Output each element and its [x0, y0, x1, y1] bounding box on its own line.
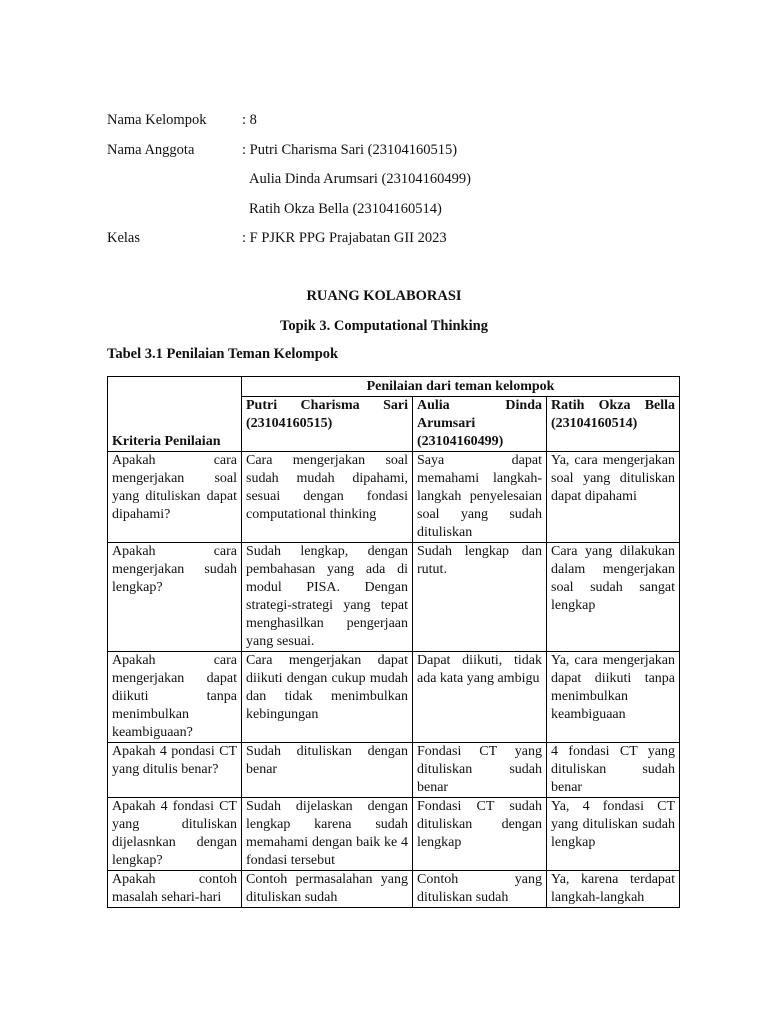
table-row: [108, 871, 680, 908]
column-header-member-2: Aulia Dinda Arumsari (23104160499): [413, 397, 547, 452]
table-cell: Apakah 4 fondasi CT yang dituliskan dijelasnkan dengan lengkap?: [108, 798, 242, 871]
members-label: Nama Anggota: [107, 142, 195, 158]
class-value: : F PJKR PPG Prajabatan GII 2023: [242, 230, 447, 246]
class-label: Kelas: [107, 230, 141, 246]
group-header: Penilaian dari teman kelompok: [242, 377, 680, 397]
table-row: [108, 452, 680, 543]
table-cell: Ya, cara mengerjakan soal yang dituliskan dapat dipahami: [547, 452, 680, 543]
table-cell: Dapat diikuti, tidak ada kata yang ambigu: [413, 652, 547, 743]
table-cell: Sudah lengkap dan rutut.: [413, 543, 547, 652]
member-2: Aulia Dinda Arumsari (23104160499): [249, 171, 471, 187]
table-row: [108, 743, 680, 798]
group-label: Nama Kelompok: [107, 112, 207, 128]
member-1: : Putri Charisma Sari (23104160515): [242, 142, 458, 158]
table-row: [108, 652, 680, 743]
table-cell: Sudah lengkap, dengan pembahasan yang ada di modul PISA. Dengan strategi-strategi yang tepat menghasilkan pengerjaan yang sesuai.: [242, 543, 413, 652]
table-cell: Cara yang dilakukan dalam mengerjakan soal sudah sangat lengkap: [547, 543, 680, 652]
table-row: [108, 798, 680, 871]
page-subtitle: Topik 3. Computational Thinking: [280, 318, 488, 334]
group-value: : 8: [242, 112, 257, 128]
member-3: Ratih Okza Bella (23104160514): [249, 201, 442, 217]
column-header-criteria: Kriteria Penilaian: [108, 377, 242, 452]
table-cell: Apakah cara mengerjakan sudah lengkap?: [108, 543, 242, 652]
table-cell: Cara mengerjakan soal sudah mudah dipahami, sesuai dengan fondasi computational thinking: [242, 452, 413, 543]
table-cell: Contoh permasalahan yang dituliskan sudah: [242, 871, 413, 908]
table-cell: Apakah cara mengerjakan dapat diikuti tanpa menimbulkan keambiguaan?: [108, 652, 242, 743]
table-cell: Ya, cara mengerjakan dapat diikuti tanpa menimbulkan keambiguaan: [547, 652, 680, 743]
page-title: RUANG KOLABORASI: [306, 288, 462, 304]
table-cell: Saya dapat memahami langkah-langkah penyelesaian soal yang sudah dituliskan: [413, 452, 547, 543]
table-cell: Fondasi CT sudah dituliskan dengan lengkap: [413, 798, 547, 871]
assessment-table: [107, 376, 680, 908]
table-cell: Apakah 4 pondasi CT yang ditulis benar?: [108, 743, 242, 798]
table-row: [108, 543, 680, 652]
table-cell: Contoh yang dituliskan sudah: [413, 871, 547, 908]
table-cell: Cara mengerjakan dapat diikuti dengan cukup mudah dan tidak menimbulkan kebingungan: [242, 652, 413, 743]
table-cell: Apakah contoh masalah sehari-hari: [108, 871, 242, 908]
column-header-member-3: Ratih Okza Bella (23104160514): [547, 397, 680, 452]
column-header-member-1: Putri Charisma Sari (23104160515): [242, 397, 413, 452]
table-cell: Sudah dituliskan dengan benar: [242, 743, 413, 798]
table-caption: Tabel 3.1 Penilaian Teman Kelompok: [107, 346, 339, 362]
table-cell: Ya, karena terdapat langkah-langkah: [547, 871, 680, 908]
table-cell: 4 fondasi CT yang dituliskan sudah benar: [547, 743, 680, 798]
table-cell: Apakah cara mengerjakan soal yang dituliskan dapat dipahami?: [108, 452, 242, 543]
table-cell: Ya, 4 fondasi CT yang dituliskan sudah lengkap: [547, 798, 680, 871]
table-cell: Sudah dijelaskan dengan lengkap karena sudah memahami dengan baik ke 4 fondasi tersebut: [242, 798, 413, 871]
table-group-header-row: [108, 377, 680, 397]
table-cell: Fondasi CT yang dituliskan sudah benar: [413, 743, 547, 798]
